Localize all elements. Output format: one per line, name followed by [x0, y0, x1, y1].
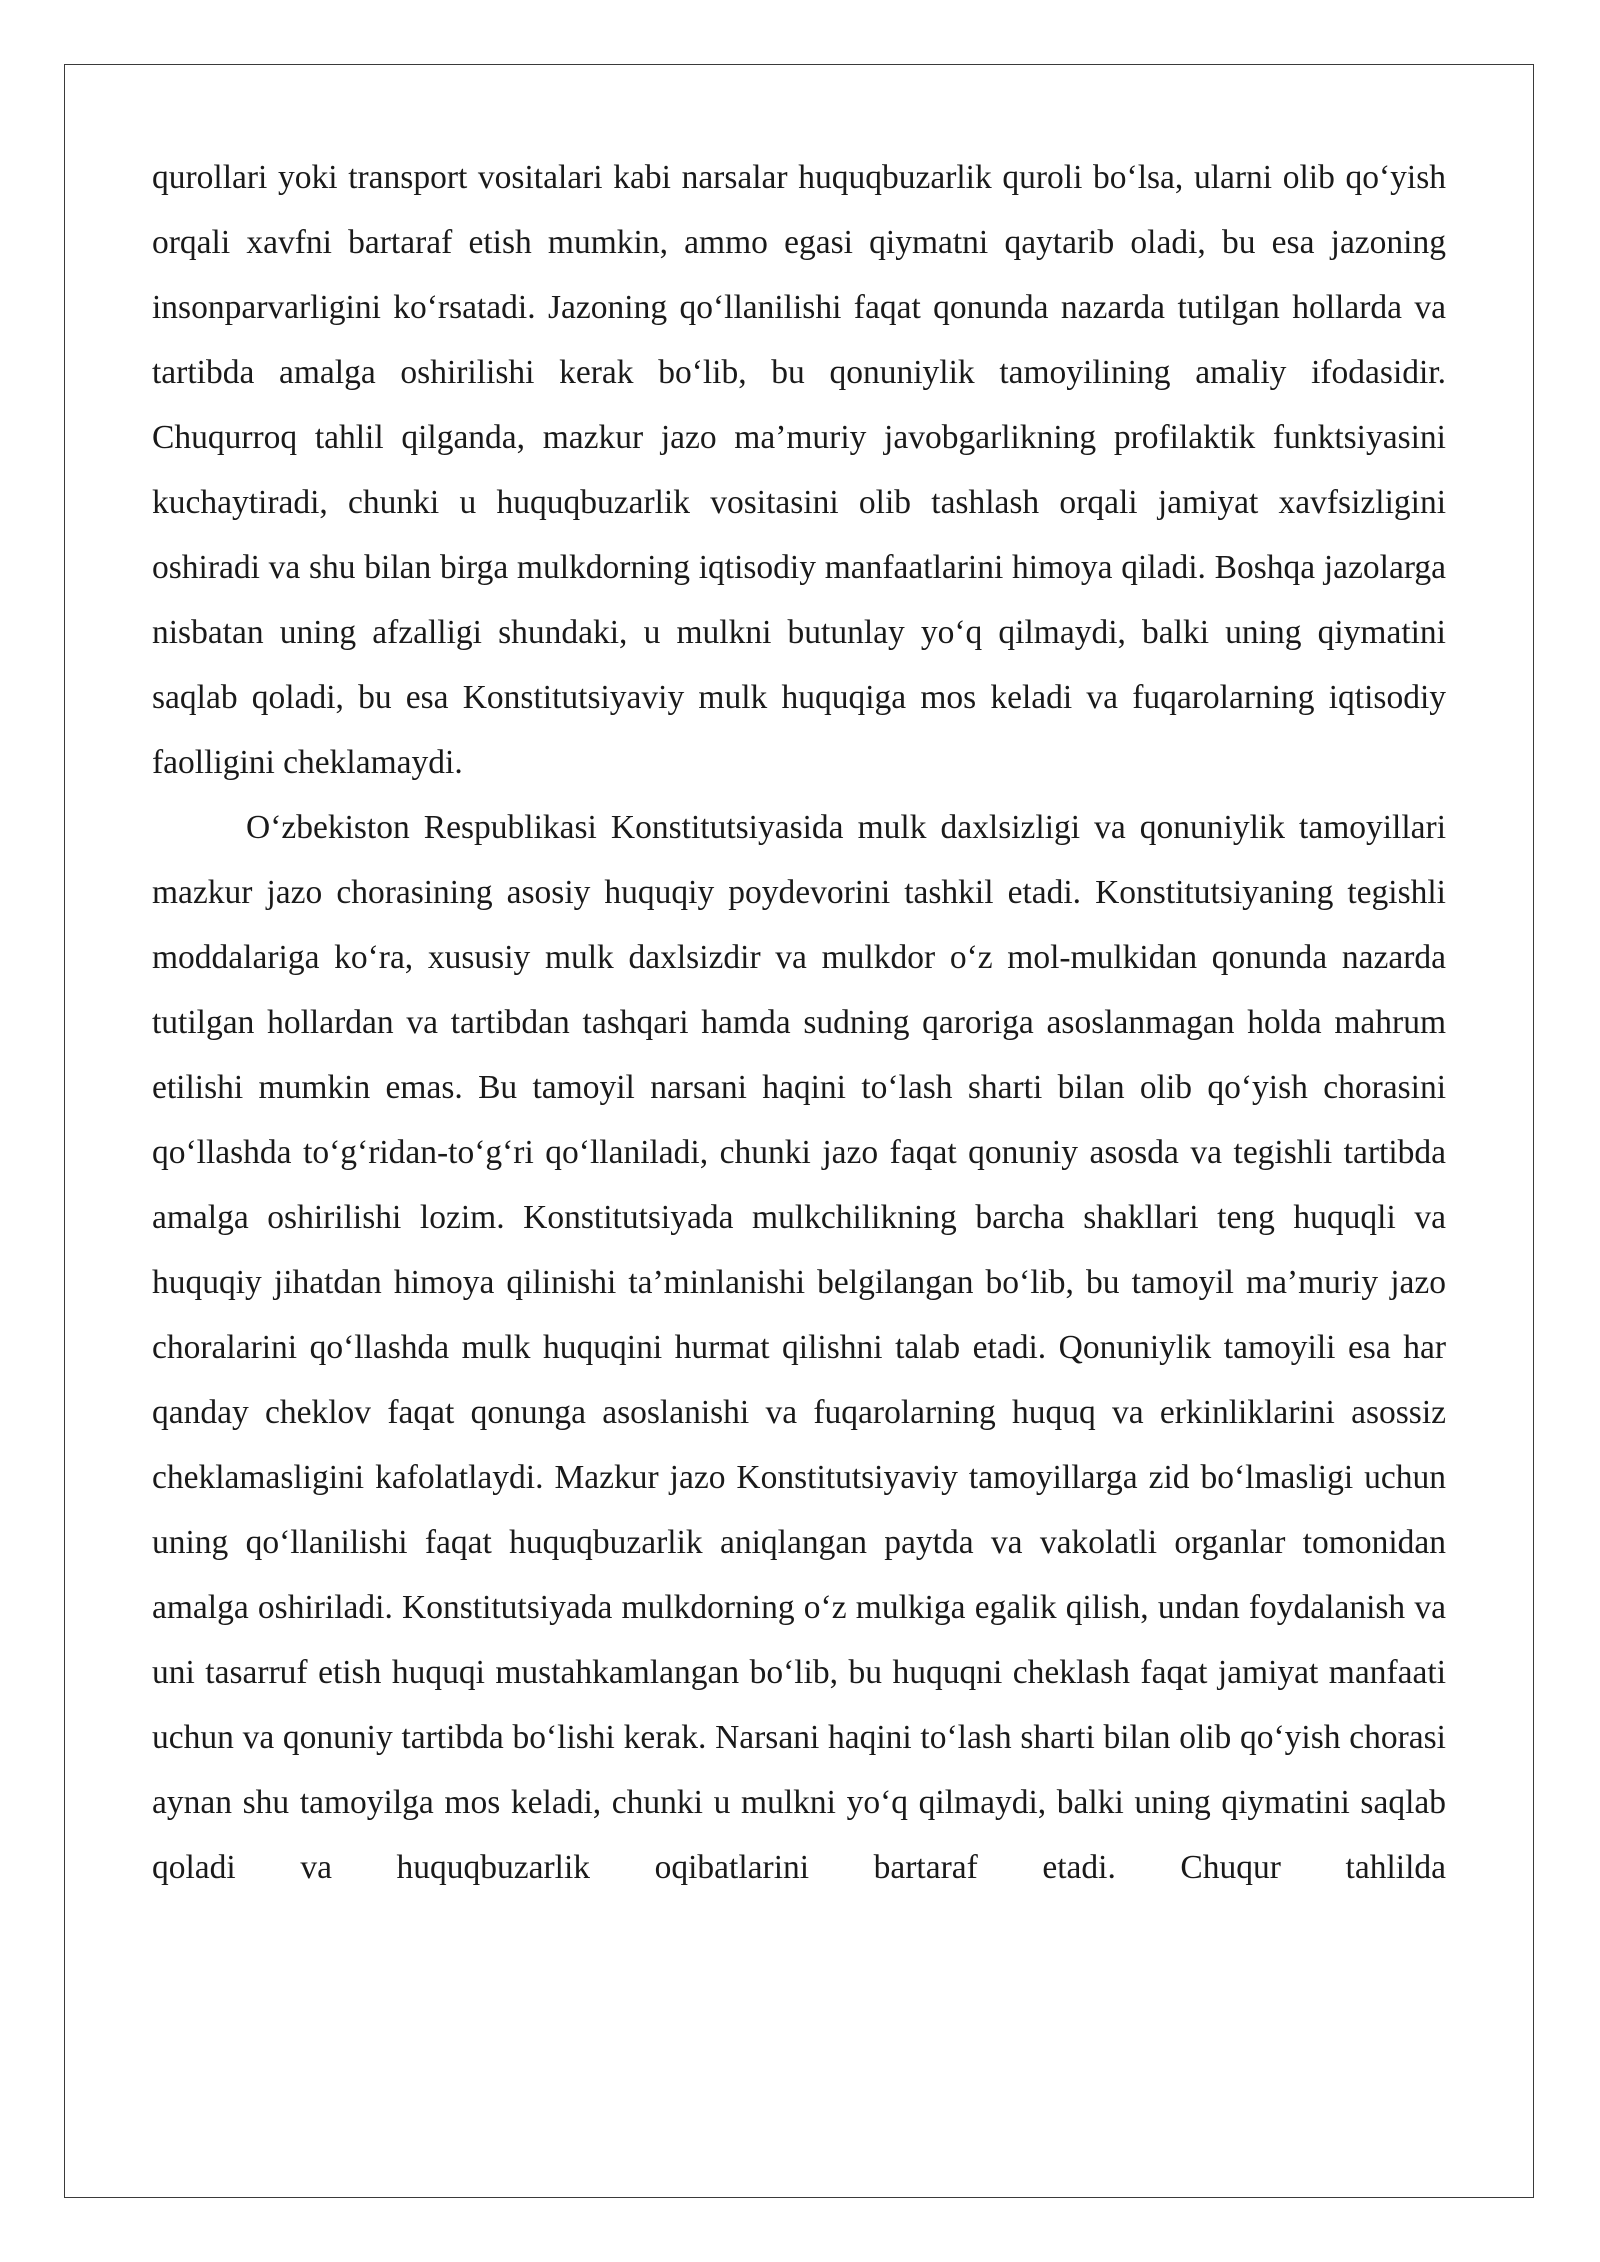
document-body — [152, 145, 1446, 1900]
paragraph-constitution-principles: O‘zbekiston Respublikasi Konstitutsiyasida mulk daxlsizligi va qonuniylik tamoyillari mazkur jazo chorasining asosiy huquqiy poydevorini tashkil etadi. Konstitutsiyaning tegishli moddalariga ko‘ra, xususiy mulk daxlsizdir va mulkdor o‘z mol-mulkidan qonunda nazarda tutilgan hollardan va tartibdan tashqari hamda sudning qaroriga asoslanmagan holda mahrum etilishi mumkin emas. Bu tamoyil narsani haqini to‘lash sharti bilan olib qo‘yish chorasini qo‘llashda to‘g‘ridan-to‘g‘ri qo‘llaniladi, chunki jazo faqat qonuniy asosda va tegishli tartibda amalga oshirilishi lozim. Konstitutsiyada mulkchilikning barcha shakllari teng huquqli va huquqiy jihatdan himoya qilinishi ta’minlanishi belgilangan bo‘lib, bu tamoyil ma’muriy jazo choralarini qo‘llashda mulk huquqini hurmat qilishni talab etadi. Qonuniylik tamoyili esa har qanday cheklov faqat qonunga asoslanishi va fuqarolarning huquq va erkinliklarini asossiz cheklamasligini kafolatlaydi. Mazkur jazo Konstitutsiyaviy tamoyillarga zid bo‘lmasligi uchun uning qo‘llanilishi faqat huquqbuzarlik aniqlangan paytda va vakolatli organlar tomonidan amalga oshiriladi. Konstitutsiyada mulkdorning o‘z mulkiga egalik qilish, undan foydalanish va uni tasarruf etish huquqi mustahkamlangan bo‘lib, bu huquqni cheklash faqat jamiyat manfaati uchun va qonuniy tartibda bo‘lishi kerak. Narsani haqini to‘lash sharti bilan olib qo‘yish chorasi aynan shu tamoyilga mos keladi, chunki u mulkni yo‘q qilmaydi, balki uning qiymatini saqlab qoladi va huquqbuzarlik oqibatlarini bartaraf etadi. Chuqur tahlilda — [152, 809, 1446, 1886]
paragraph-continuation: qurollari yoki transport vositalari kabi narsalar huquqbuzarlik quroli bo‘lsa, ularni olib qo‘yish orqali xavfni bartaraf etish mumkin, ammo egasi qiymatni qaytarib oladi, bu esa jazoning insonparvarligini ko‘rsatadi. Jazoning qo‘llanilishi faqat qonunda nazarda tutilgan hollarda va tartibda amalga oshirilishi kerak bo‘lib, bu qonuniylik tamoyilining amaliy ifodasidir. Chuqurroq tahlil qilganda, mazkur jazo ma’muriy javobgarlikning profilaktik funktsiyasini kuchaytiradi, chunki u huquqbuzarlik vositasini olib tashlash orqali jamiyat xavfsizligini oshiradi va shu bilan birga mulkdorning iqtisodiy manfaatlarini himoya qiladi. Boshqa jazolarga nisbatan uning afzalligi shundaki, u mulkni butunlay yo‘q qilmaydi, balki uning qiymatini saqlab qoladi, bu esa Konstitutsiyaviy mulk huquqiga mos keladi va fuqarolarning iqtisodiy faolligini cheklamaydi. — [152, 159, 1446, 781]
